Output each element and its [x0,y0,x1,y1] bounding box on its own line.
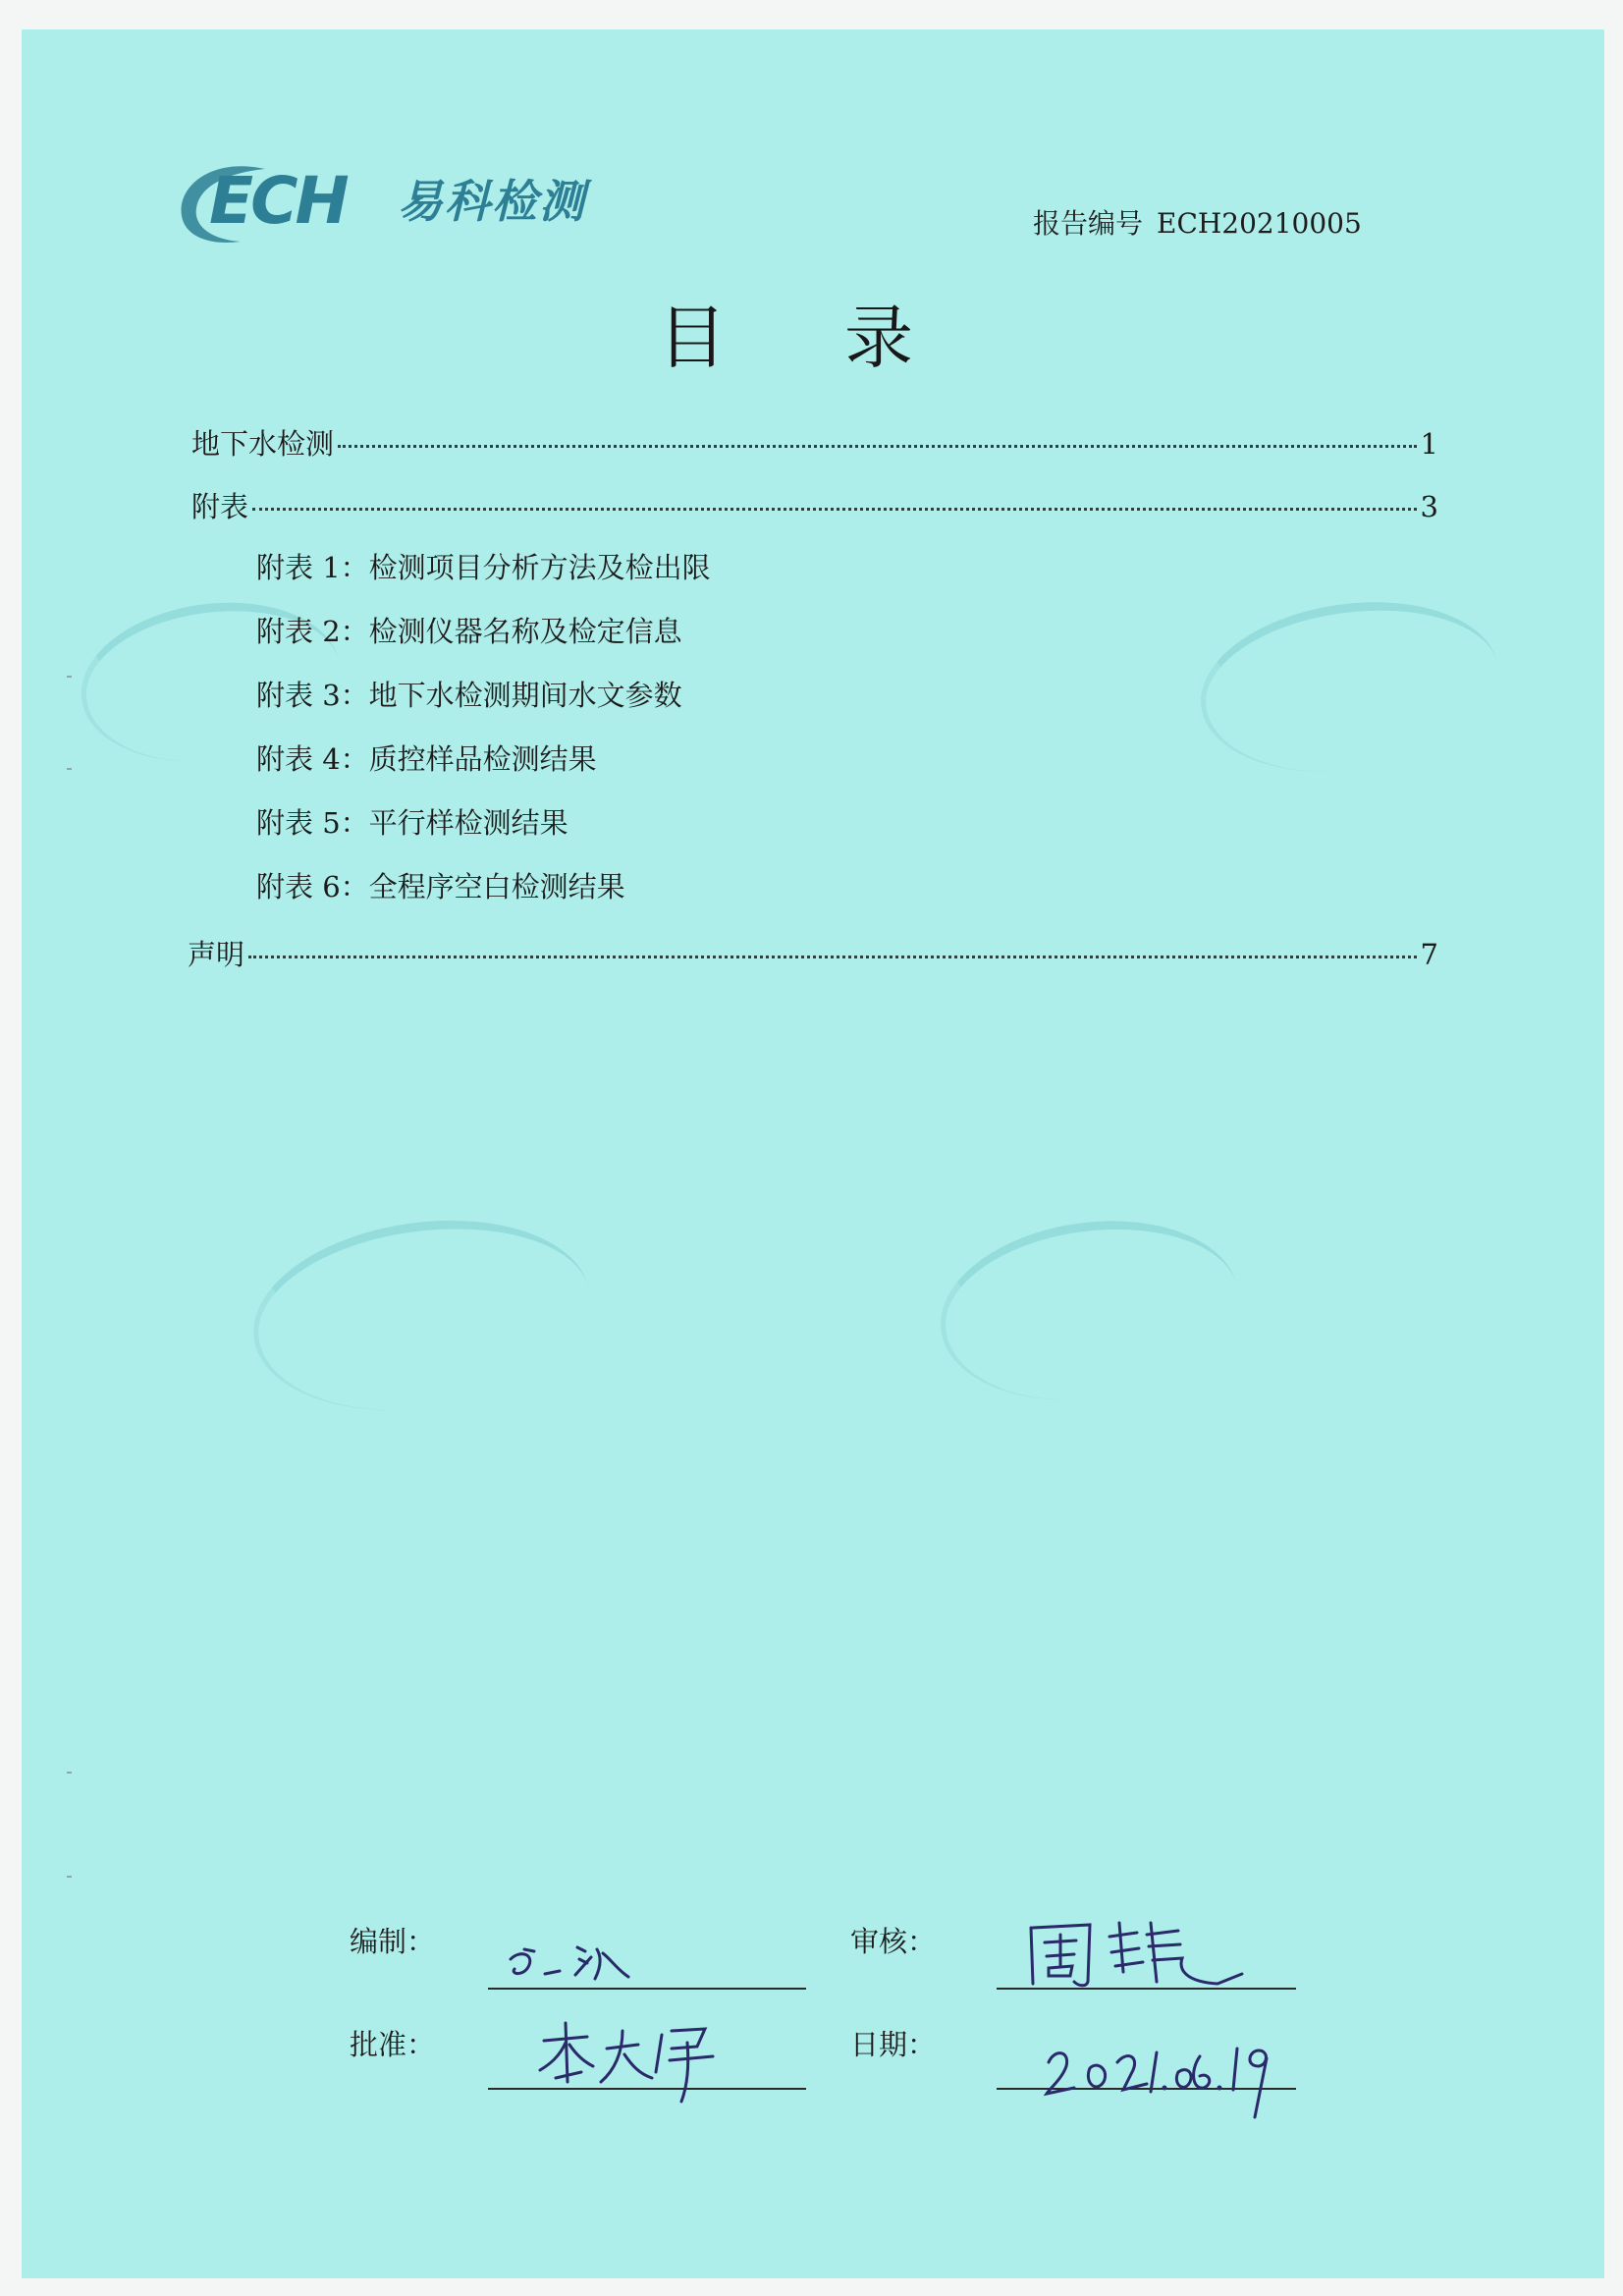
toc-entry-label: 声明 [188,938,245,971]
date-label: 日期： [850,2028,937,2061]
toc-entry-appendix[interactable] [191,485,1438,525]
toc-sub-entry-3[interactable]: 附表 3：地下水检测期间水文参数 [256,679,682,712]
watermark-swoosh [1190,584,1510,791]
toc-entry-page: 7 [1420,938,1438,971]
reviewed-by-signature [1021,1913,1247,1996]
report-number-label: 报告编号 [1033,207,1144,240]
scan-mark [67,1772,72,1774]
logo-text-latin: ECH [209,163,347,239]
page-title-glyph-2: 录 [844,298,913,378]
scan-mark [67,1876,72,1878]
toc-entry-page: 3 [1420,490,1438,523]
reviewed-by-label: 审核： [850,1925,937,1958]
toc-sub-entry-4[interactable]: 附表 4：质控样品检测结果 [256,742,597,776]
compiled-by-label: 编制： [350,1925,436,1958]
logo-text-cn: 易科检测 [398,175,586,228]
watermark-swoosh [242,1200,603,1431]
toc-leader [252,508,1417,511]
scan-mark [67,768,72,770]
compiled-by-signature [501,1930,648,1989]
report-number [1033,202,1362,242]
toc-entry-statement[interactable] [188,933,1438,973]
report-number-value: ECH20210005 [1157,207,1362,240]
watermark-swoosh [929,1203,1250,1419]
toc-entry-label: 附表 [191,490,249,523]
date-handwritten [1041,2023,1306,2121]
page-title-glyph-1: 目 [658,298,727,378]
approved-by-signature [530,2013,727,2106]
toc-sub-entry-2[interactable]: 附表 2：检测仪器名称及检定信息 [256,615,682,648]
scan-mark [67,676,72,678]
approved-by-label: 批准： [350,2028,436,2061]
toc-sub-entry-5[interactable]: 附表 5：平行样检测结果 [256,806,568,840]
toc-sub-entry-6[interactable]: 附表 6：全程序空白检测结果 [256,870,625,903]
toc-leader [338,445,1417,448]
toc-sub-entry-1[interactable]: 附表 1：检测项目分析方法及检出限 [256,551,711,584]
toc-entry-label: 地下水检测 [191,427,335,461]
company-logo [172,147,682,255]
toc-entry-groundwater[interactable] [191,422,1438,463]
page-title [658,283,913,382]
toc-entry-page: 1 [1420,427,1438,461]
toc-leader [248,956,1417,958]
